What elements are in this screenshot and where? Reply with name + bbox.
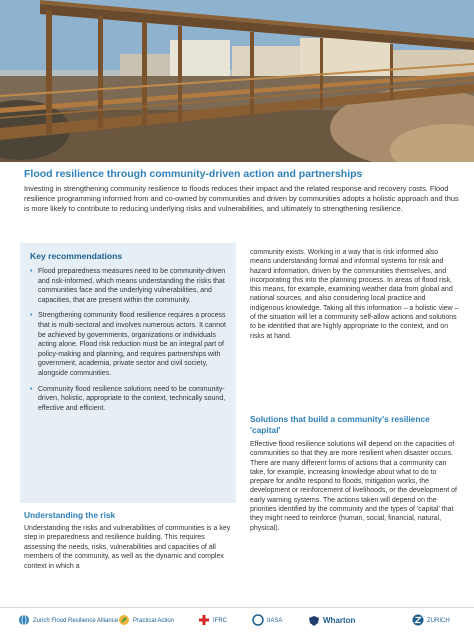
globe-icon	[18, 614, 30, 626]
key-recommendations-heading: Key recommendations	[30, 251, 123, 261]
solutions-paragraph: Effective flood resilience solutions will depend on the capacities of communities so that they are more resilient when disaster occurs. There are many different forms of actions that a community can take, for example, increasing knowledge about what to do to prepare for and/to respond to floods, mitigation works, the development or reinforcement of livelihoods, or the development of early warning systems. The actions taken will depend on the priorities identified by the community and the types of 'capital' that they might need to reinforce (human, social, financial, natural, physical).	[250, 441, 458, 532]
coastal-walkway-illustration	[0, 0, 474, 162]
ifrc-logo[interactable]	[198, 614, 227, 628]
shield-icon	[308, 615, 320, 627]
intro-paragraph: Investing in strengthening community resilience to floods reduces their impact and the related response and recovery costs. Flood resilience programming informed from and co-owned by communities and driven by communities adopts a holistic approach and thus is more likely to contribute to reducing underlying risks and vulnerabilities, and ultimately to strengthening resilience.	[24, 184, 459, 214]
hero-photo	[0, 0, 474, 162]
practical-action-logo[interactable]	[118, 614, 174, 628]
logo-label: Zurich Flood Resilience Alliance	[33, 618, 119, 624]
recommendation-item: • Flood preparedness measures need to be community-driven and risk-informed, which means understanding the risks that communities face and the underlying vulnerabilities, and capacities, that are present within the community.	[30, 267, 226, 305]
circle-icon	[252, 614, 264, 626]
recommendation-item: • Community flood resilience solutions need to be community-driven, holistic, appropriate to the context, technically sound, effective and efficient.	[30, 385, 226, 414]
logo-label: Wharton	[323, 616, 356, 625]
iiasa-logo[interactable]	[252, 614, 282, 628]
logo-label: IFRC	[213, 618, 227, 624]
recommendation-item: • Strengthening community flood resilience requires a process that is multi-sectoral and involves numerous actors. It cannot be achieved by governments, organizations or individuals acting alone. Flood risk reduction must be an integral part of policy-making and planning, and requires partnerships with government, academia, private sector and civil society, alongside communities.	[30, 311, 226, 378]
document-title: Flood resilience through community-driven action and partnerships	[24, 168, 363, 180]
partner-logos-footer	[0, 607, 474, 632]
zurich-logo[interactable]	[412, 614, 450, 628]
wharton-logo[interactable]	[308, 614, 355, 628]
logo-label: ZURICH	[427, 618, 450, 624]
risk-context-paragraph: community exists. Working in a way that is risk informed also means understanding formal and informal systems for risk and hazard information, driven by the communities themselves, and incorporating this into the planning process. In areas of flood risk, this means, for example, examining weather data from global and national sources, and also considering local practice and indigenous knowledge. Taking all this information – a holistic view – of the situation will let a community self-allow actions and solutions to be identified that are highly appropriate to the context, and on risks at hand.	[250, 249, 459, 340]
logo-label: Practical Action	[133, 618, 175, 624]
logo-label: IIASA	[267, 618, 283, 624]
understanding-risk-heading: Understanding the risk	[24, 510, 116, 520]
understanding-risk-paragraph: Understanding the risks and vulnerabilities of communities is a key step in preparedness and resilience building. This requires assessing the needs, risks, vulnerabilities and capacities of all members of the community, as well as the dynamic and complex context in which a	[24, 525, 231, 570]
key-recommendations-box	[20, 243, 236, 503]
cross-icon	[198, 614, 210, 626]
leaf-icon	[118, 614, 130, 626]
solutions-heading: Solutions that build a community's resilience 'capital'	[250, 414, 430, 435]
key-recommendations-list	[30, 267, 226, 413]
z-icon	[412, 614, 424, 626]
zurich-alliance-logo[interactable]	[18, 614, 118, 628]
